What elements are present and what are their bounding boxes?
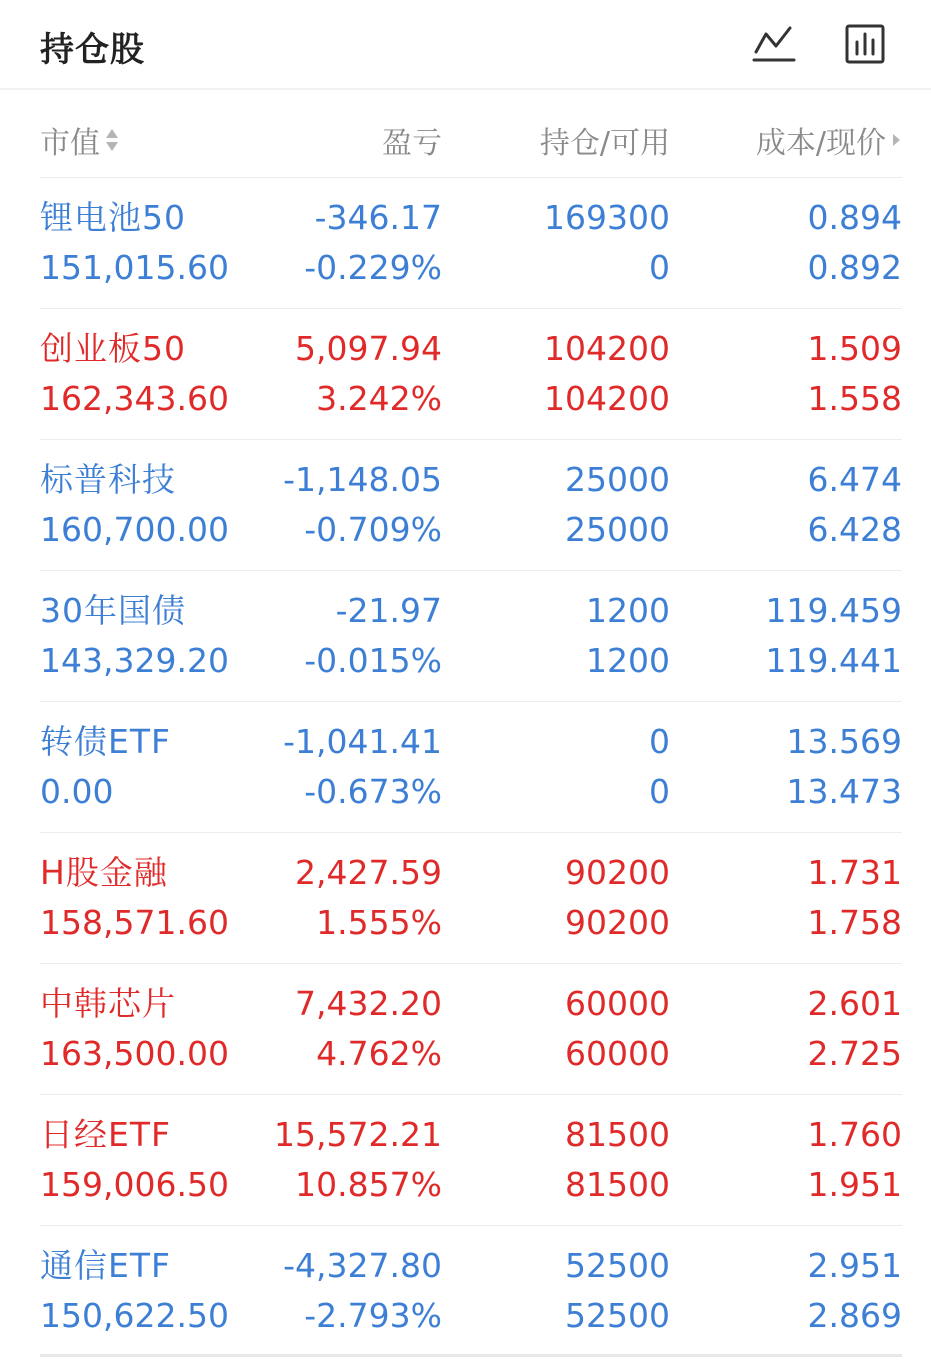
profit-loss: -1,041.41	[283, 722, 442, 761]
position-quantity: 90200	[565, 853, 670, 892]
available-quantity: 60000	[565, 1034, 670, 1073]
market-value: 163,500.00	[40, 1034, 229, 1073]
market-value: 160,700.00	[40, 510, 229, 549]
available-quantity: 25000	[565, 510, 670, 549]
top-bar	[0, 0, 931, 90]
profit-loss-percent: -0.709%	[304, 510, 442, 549]
current-price: 6.428	[807, 510, 902, 549]
profit-loss-percent: -2.793%	[304, 1296, 442, 1335]
holdings-list	[40, 178, 902, 1357]
cost-price: 119.459	[765, 591, 902, 630]
bar-chart-icon[interactable]	[843, 22, 887, 66]
stock-name: 创业板50	[40, 329, 186, 368]
profit-loss-percent: -0.229%	[304, 248, 442, 287]
column-position[interactable]: 持仓/可用	[539, 126, 670, 161]
holding-row[interactable]	[40, 440, 902, 571]
profit-loss: -346.17	[314, 198, 442, 237]
column-header-row	[40, 92, 902, 178]
current-price: 2.869	[807, 1296, 902, 1335]
market-value: 162,343.60	[40, 379, 229, 418]
line-chart-icon[interactable]	[752, 22, 796, 66]
profit-loss: 2,427.59	[295, 853, 442, 892]
stock-name: H股金融	[40, 853, 168, 892]
sort-icon	[104, 125, 120, 155]
profit-loss: -4,327.80	[283, 1246, 442, 1285]
holding-row[interactable]	[40, 178, 902, 309]
page-title: 持仓股	[40, 30, 145, 70]
market-value: 158,571.60	[40, 903, 229, 942]
profit-loss-percent: 4.762%	[316, 1034, 442, 1073]
current-price: 1.951	[807, 1165, 902, 1204]
market-value: 143,329.20	[40, 641, 229, 680]
cost-price: 2.951	[807, 1246, 902, 1285]
stock-name: 日经ETF	[40, 1115, 171, 1154]
available-quantity: 1200	[586, 641, 670, 680]
available-quantity: 104200	[544, 379, 670, 418]
holding-row[interactable]	[40, 571, 902, 702]
position-quantity: 169300	[544, 198, 670, 237]
profit-loss-percent: -0.673%	[304, 772, 442, 811]
stock-name: 通信ETF	[40, 1246, 171, 1285]
stock-name: 锂电池50	[40, 198, 186, 237]
profit-loss-percent: 3.242%	[316, 379, 442, 418]
column-market-value-label: 市值	[40, 126, 100, 161]
available-quantity: 0	[649, 772, 670, 811]
current-price: 0.892	[807, 248, 902, 287]
cost-price: 0.894	[807, 198, 902, 237]
stock-name: 30年国债	[40, 591, 186, 630]
position-quantity: 52500	[565, 1246, 670, 1285]
position-quantity: 104200	[544, 329, 670, 368]
profit-loss-percent: -0.015%	[304, 641, 442, 680]
position-quantity: 25000	[565, 460, 670, 499]
profit-loss: 5,097.94	[295, 329, 442, 368]
holding-row[interactable]	[40, 964, 902, 1095]
column-profit-loss[interactable]: 盈亏	[382, 126, 442, 161]
market-value: 150,622.50	[40, 1296, 229, 1335]
cost-price: 6.474	[807, 460, 902, 499]
cost-price: 2.601	[807, 984, 902, 1023]
profit-loss: -1,148.05	[283, 460, 442, 499]
available-quantity: 90200	[565, 903, 670, 942]
current-price: 119.441	[765, 641, 902, 680]
chevron-right-icon	[890, 130, 902, 150]
stock-name: 中韩芯片	[40, 984, 176, 1023]
holding-row[interactable]	[40, 1095, 902, 1226]
available-quantity: 81500	[565, 1165, 670, 1204]
current-price: 1.558	[807, 379, 902, 418]
profit-loss: -21.97	[335, 591, 442, 630]
current-price: 1.758	[807, 903, 902, 942]
cost-price: 1.509	[807, 329, 902, 368]
column-cost-price-label: 成本/现价	[755, 126, 886, 161]
position-quantity: 81500	[565, 1115, 670, 1154]
profit-loss: 7,432.20	[295, 984, 442, 1023]
column-market-value[interactable]	[40, 118, 120, 162]
column-cost-price[interactable]	[756, 118, 902, 162]
holding-row[interactable]	[40, 1226, 902, 1357]
profit-loss-percent: 10.857%	[295, 1165, 442, 1204]
position-quantity: 60000	[565, 984, 670, 1023]
profit-loss: 15,572.21	[274, 1115, 442, 1154]
cost-price: 1.760	[807, 1115, 902, 1154]
current-price: 2.725	[807, 1034, 902, 1073]
cost-price: 1.731	[807, 853, 902, 892]
holding-row[interactable]	[40, 309, 902, 440]
position-quantity: 0	[649, 722, 670, 761]
market-value: 0.00	[40, 772, 114, 811]
available-quantity: 52500	[565, 1296, 670, 1335]
holding-row[interactable]	[40, 833, 902, 964]
market-value: 151,015.60	[40, 248, 229, 287]
current-price: 13.473	[786, 772, 902, 811]
available-quantity: 0	[649, 248, 670, 287]
holding-row[interactable]	[40, 702, 902, 833]
cost-price: 13.569	[786, 722, 902, 761]
stock-name: 转债ETF	[40, 722, 171, 761]
position-quantity: 1200	[586, 591, 670, 630]
profit-loss-percent: 1.555%	[316, 903, 442, 942]
market-value: 159,006.50	[40, 1165, 229, 1204]
stock-name: 标普科技	[40, 460, 176, 499]
